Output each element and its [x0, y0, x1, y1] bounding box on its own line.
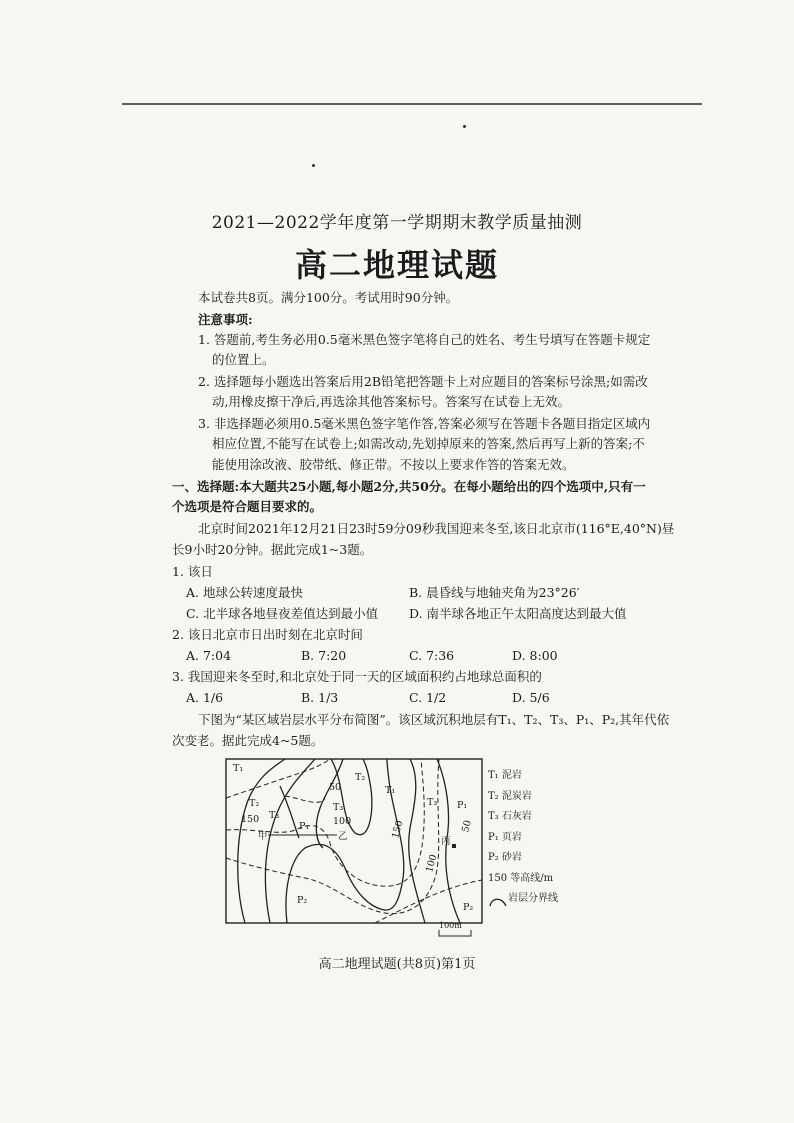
material-text: 下图为“某区域岩层水平分布简图”。该区域沉积地层有T₁、T₂、T₃、P₁、P₂,其年代依 [198, 712, 670, 727]
top-rule [122, 103, 702, 105]
layer-boundary [265, 759, 315, 923]
contour-label: 100 [424, 853, 440, 874]
legend-boundary: 岩层分界线 [508, 893, 558, 904]
speck [312, 164, 315, 167]
legend-contour: 150 等高线/m [488, 872, 554, 884]
contour-label: 50 [460, 819, 474, 834]
option-b: B. 7:20 [301, 648, 347, 663]
label-t3: T₃ [333, 802, 344, 813]
notice-item-3-cont: 相应位置,不能写在试卷上;如需改动,先划掉原来的答案,然后再写上新的答案;不 [212, 436, 645, 451]
exam-subtitle: 2021—2022学年度第一学期期末教学质量抽测 [211, 213, 583, 233]
point-bing-label: 丙 [441, 836, 451, 847]
scale-label: 100m [439, 921, 462, 930]
point-yi-label: 乙 [338, 831, 348, 842]
contour-label: 50 [329, 782, 342, 793]
legend-p2: P₂ 砂岩 [488, 852, 522, 863]
contour-label: 150 [241, 814, 260, 825]
section-heading: 一、选择题:本大题共25小题,每小题2分,共50分。在每小题给出的四个选项中,只有一 [172, 479, 646, 494]
label-t3: T₃ [269, 810, 280, 821]
label-p2: P₂ [297, 895, 308, 906]
option-d: D. 5/6 [512, 690, 550, 705]
notice-item-2: 2. 选择题每小题选出答案后用2B铅笔把答题卡上对应题目的答案标号涂黑;如需改 [198, 374, 648, 389]
option-c: C. 7:36 [409, 648, 455, 663]
option-a: A. 地球公转速度最快 [186, 585, 303, 600]
label-p1: P₁ [457, 800, 468, 811]
option-a: A. 1/6 [186, 690, 224, 705]
notice-item-1: 1. 答题前,考生务必用0.5毫米黑色签字笔将自己的姓名、考生号填写在答题卡规定 [198, 332, 651, 347]
option-b: B. 1/3 [301, 690, 339, 705]
question-stem: 2. 该日北京市日出时刻在北京时间 [172, 627, 363, 642]
point-jia-label: 甲 [258, 831, 268, 842]
option-c: C. 北半球各地昼夜差值达到最小值 [186, 606, 379, 621]
contour-label: 100 [333, 816, 352, 827]
label-t2: T₂ [355, 772, 366, 783]
option-c: C. 1/2 [409, 690, 447, 705]
exam-intro: 本试卷共8页。满分100分。考试用时90分钟。 [198, 290, 459, 305]
boundary-line-icon [488, 895, 508, 907]
option-d: D. 南半球各地正午太阳高度达到最大值 [409, 606, 627, 621]
page-footer: 高二地理试题(共8页)第1页 [318, 957, 476, 972]
exam-title: 高二地理试题 [294, 246, 499, 284]
notice-heading: 注意事项: [198, 312, 253, 327]
point-bing-marker [452, 844, 456, 848]
label-t3: T₃ [427, 797, 438, 808]
material-text-cont: 长9小时20分钟。据此完成1~3题。 [172, 542, 373, 557]
question-stem: 1. 该日 [172, 564, 213, 579]
question-stem: 3. 我国迎来冬至时,和北京处于同一天的区域面积约占地球总面积的 [172, 669, 542, 684]
legend-t3: T₃ 石灰岩 [488, 811, 532, 822]
notice-item-2-cont: 动,用橡皮擦干净后,再选涂其他答案标号。答案写在试卷上无效。 [212, 394, 570, 409]
material-text: 北京时间2021年12月21日23时59分09秒我国迎来冬至,该日北京市(116°E,40°N)昼 [198, 521, 675, 536]
rock-layer-map [225, 758, 483, 940]
scale-bar [439, 930, 471, 936]
label-t1: T₁ [385, 785, 396, 796]
label-t1: T₁ [233, 763, 244, 774]
contour-line [285, 796, 325, 802]
section-heading-cont: 个选项是符合题目要求的。 [172, 499, 323, 514]
label-p1: P₁ [299, 821, 310, 832]
contour-label: 150 [390, 819, 406, 840]
option-a: A. 7:04 [186, 648, 232, 663]
legend-t1: T₁ 泥岩 [488, 770, 522, 781]
option-b: B. 晨昏线与地轴夹角为23°26′ [409, 585, 580, 600]
option-d: D. 8:00 [512, 648, 558, 663]
notice-item-3: 3. 非选择题必须用0.5毫米黑色签字笔作答,答案必须写在答题卡各题目指定区域内 [198, 416, 651, 431]
legend-t2: T₂ 泥炭岩 [488, 790, 532, 802]
layer-boundary [280, 786, 299, 838]
legend-p1: P₁ 页岩 [488, 831, 522, 843]
layer-boundary [409, 759, 425, 923]
speck [463, 125, 466, 128]
material-text-cont: 次变老。据此完成4~5题。 [172, 733, 324, 748]
notice-item-3-cont: 能使用涂改液、胶带纸、修正带。不按以上要求作答的答案无效。 [212, 457, 575, 472]
label-t2: T₂ [249, 798, 260, 809]
label-p2: P₂ [463, 902, 474, 913]
map-legend [488, 766, 558, 910]
notice-item-1-cont: 的位置上。 [212, 352, 275, 367]
